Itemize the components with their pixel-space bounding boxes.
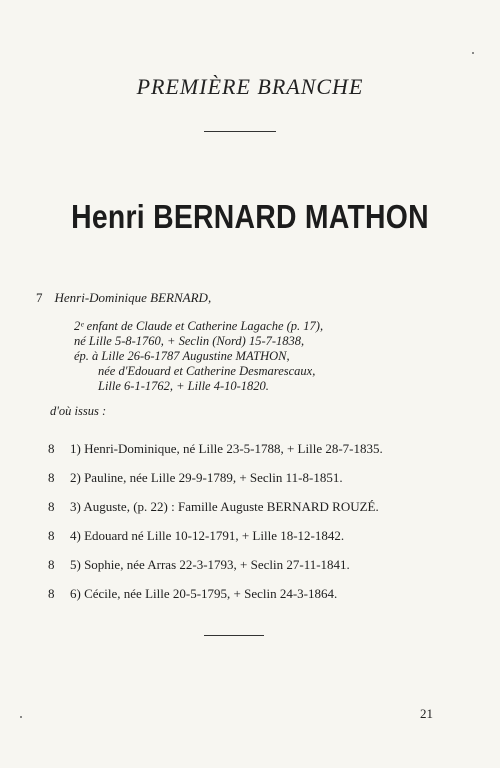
genealogy-entry-header bbox=[36, 290, 211, 306]
child-text: 6) Cécile, née Lille 20-5-1795, + Seclin 24-3-1864. bbox=[70, 586, 338, 601]
detail-line: 2ᵉ enfant de Claude et Catherine Lagache (p. 17), bbox=[74, 319, 324, 333]
entry-name: Henri-Dominique BERNARD, bbox=[54, 290, 212, 305]
detail-line: ép. à Lille 26-6-1787 Augustine MATHON, bbox=[74, 349, 290, 363]
entry-details bbox=[74, 319, 323, 394]
issue-label: d'où issus : bbox=[50, 404, 107, 418]
child-generation: 8 bbox=[48, 441, 55, 456]
child-generation: 8 bbox=[48, 586, 55, 601]
child-text: 2) Pauline, née Lille 29-9-1789, + Seclin 11-8-1851. bbox=[70, 470, 343, 485]
child-generation: 8 bbox=[48, 528, 55, 543]
child-item bbox=[48, 528, 344, 544]
child-generation: 8 bbox=[48, 470, 55, 485]
child-text: 4) Edouard né Lille 10-12-1791, + Lille 18-12-1842. bbox=[70, 528, 345, 543]
child-text: 3) Auguste, (p. 22) : Famille Auguste BERNARD ROUZÉ. bbox=[70, 499, 379, 514]
child-text: 1) Henri-Dominique, né Lille 23-5-1788, + Lille 28-7-1835. bbox=[70, 441, 383, 456]
child-generation: 8 bbox=[48, 557, 55, 572]
child-generation: 8 bbox=[48, 499, 55, 514]
child-item bbox=[48, 441, 383, 457]
bottom-divider bbox=[204, 635, 264, 636]
top-divider bbox=[204, 131, 276, 132]
family-title: Henri BERNARD MATHON bbox=[71, 198, 429, 235]
child-item bbox=[48, 586, 337, 602]
child-item bbox=[48, 499, 379, 515]
child-text: 5) Sophie, née Arras 22-3-1793, + Seclin 27-11-1841. bbox=[70, 557, 350, 572]
paper-speck bbox=[20, 716, 22, 718]
child-item bbox=[48, 557, 350, 573]
branch-title: PREMIÈRE BRANCHE bbox=[136, 74, 364, 99]
detail-line: née d'Edouard et Catherine Desmarescaux, bbox=[98, 364, 316, 378]
child-item bbox=[48, 470, 343, 486]
entry-number: 7 bbox=[36, 290, 43, 305]
detail-line: Lille 6-1-1762, + Lille 4-10-1820. bbox=[98, 379, 269, 393]
page-number: 21 bbox=[420, 706, 433, 721]
paper-speck bbox=[472, 52, 474, 54]
detail-line: né Lille 5-8-1760, + Seclin (Nord) 15-7-1838, bbox=[74, 334, 305, 348]
